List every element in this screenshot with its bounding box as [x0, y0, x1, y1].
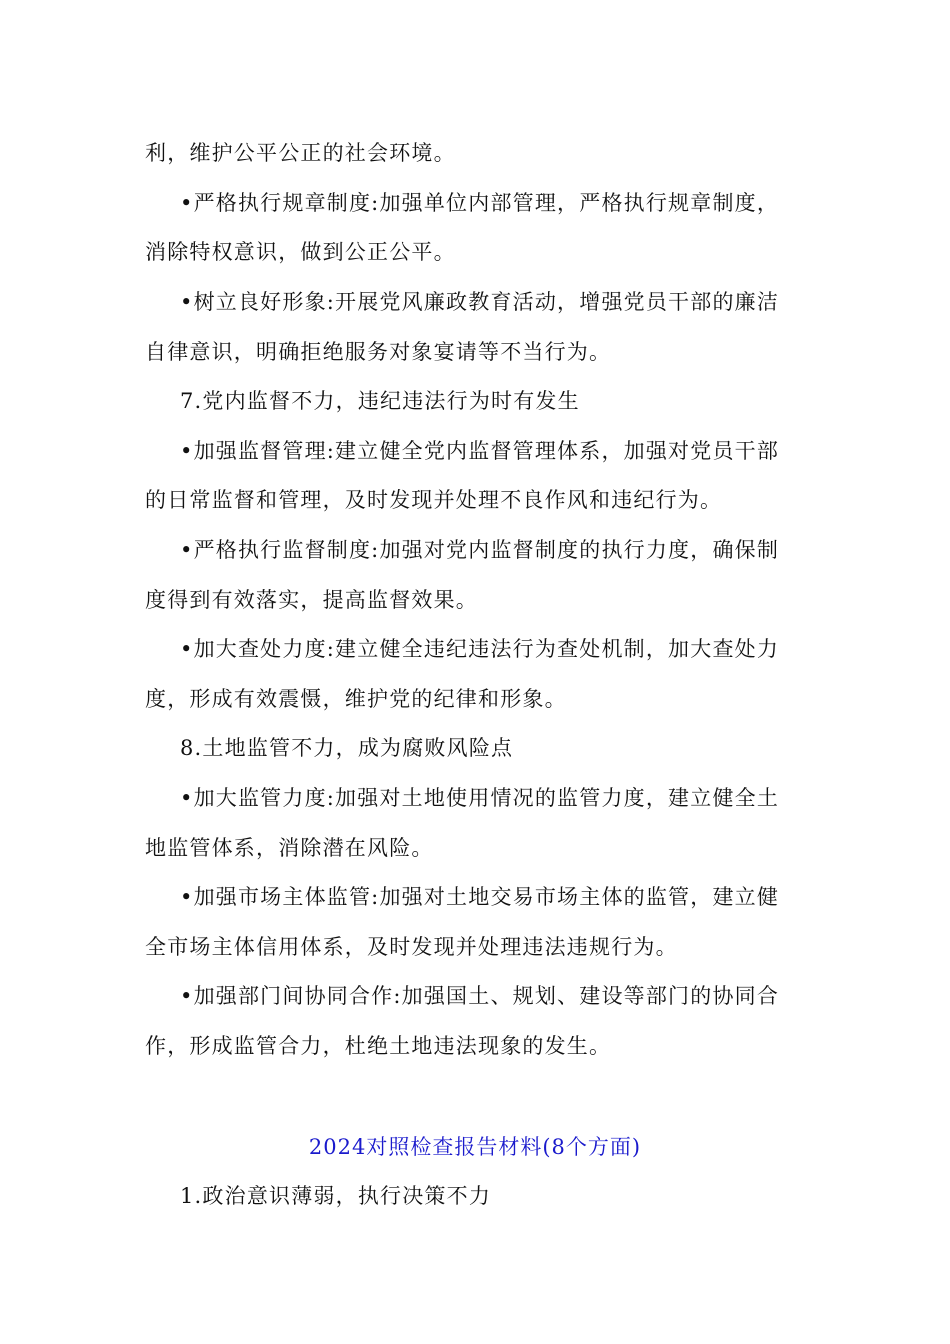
paragraph-line: 自律意识，明确拒绝服务对象宴请等不当行为。	[145, 340, 612, 364]
bullet-line: •加大查处力度:建立健全违纪违法行为查处机制，加大查处力	[180, 637, 780, 661]
paragraph-line: 的日常监督和管理，及时发现并处理不良作风和违纪行为。	[145, 488, 723, 512]
numbered-heading: 8.土地监管不力，成为腐败风险点	[180, 736, 514, 760]
paragraph-line: 地监管体系，消除潜在风险。	[145, 836, 434, 860]
bullet-line: •树立良好形象:开展党风廉政教育活动，增强党员干部的廉洁	[180, 290, 780, 314]
bullet-line: •严格执行规章制度:加强单位内部管理，严格执行规章制度，	[180, 191, 780, 215]
numbered-heading: 7.党内监督不力，违纪违法行为时有发生	[180, 389, 580, 413]
paragraph-line: 全市场主体信用体系，及时发现并处理违法违规行为。	[145, 935, 678, 959]
section-title: 2024对照检查报告材料(8个方面)	[308, 1135, 642, 1159]
paragraph-line: 利，维护公平公正的社会环境。	[145, 141, 456, 165]
paragraph-line: 作，形成监管合力，杜绝土地违法现象的发生。	[145, 1034, 612, 1058]
bullet-line: •加强监督管理:建立健全党内监督管理体系，加强对党员干部	[180, 439, 780, 463]
paragraph-line: 度，形成有效震慑，维护党的纪律和形象。	[145, 687, 567, 711]
bullet-line: •加大监管力度:加强对土地使用情况的监管力度，建立健全土	[180, 786, 780, 810]
paragraph-line: 消除特权意识，做到公正公平。	[145, 240, 456, 264]
bullet-line: •加强部门间协同合作:加强国土、规划、建设等部门的协同合	[180, 984, 780, 1008]
paragraph-line: 度得到有效落实，提高监督效果。	[145, 588, 478, 612]
numbered-heading: 1.政治意识薄弱，执行决策不力	[180, 1184, 492, 1208]
bullet-line: •加强市场主体监管:加强对土地交易市场主体的监管，建立健	[180, 885, 780, 909]
bullet-line: •严格执行监督制度:加强对党内监督制度的执行力度，确保制	[180, 538, 780, 562]
